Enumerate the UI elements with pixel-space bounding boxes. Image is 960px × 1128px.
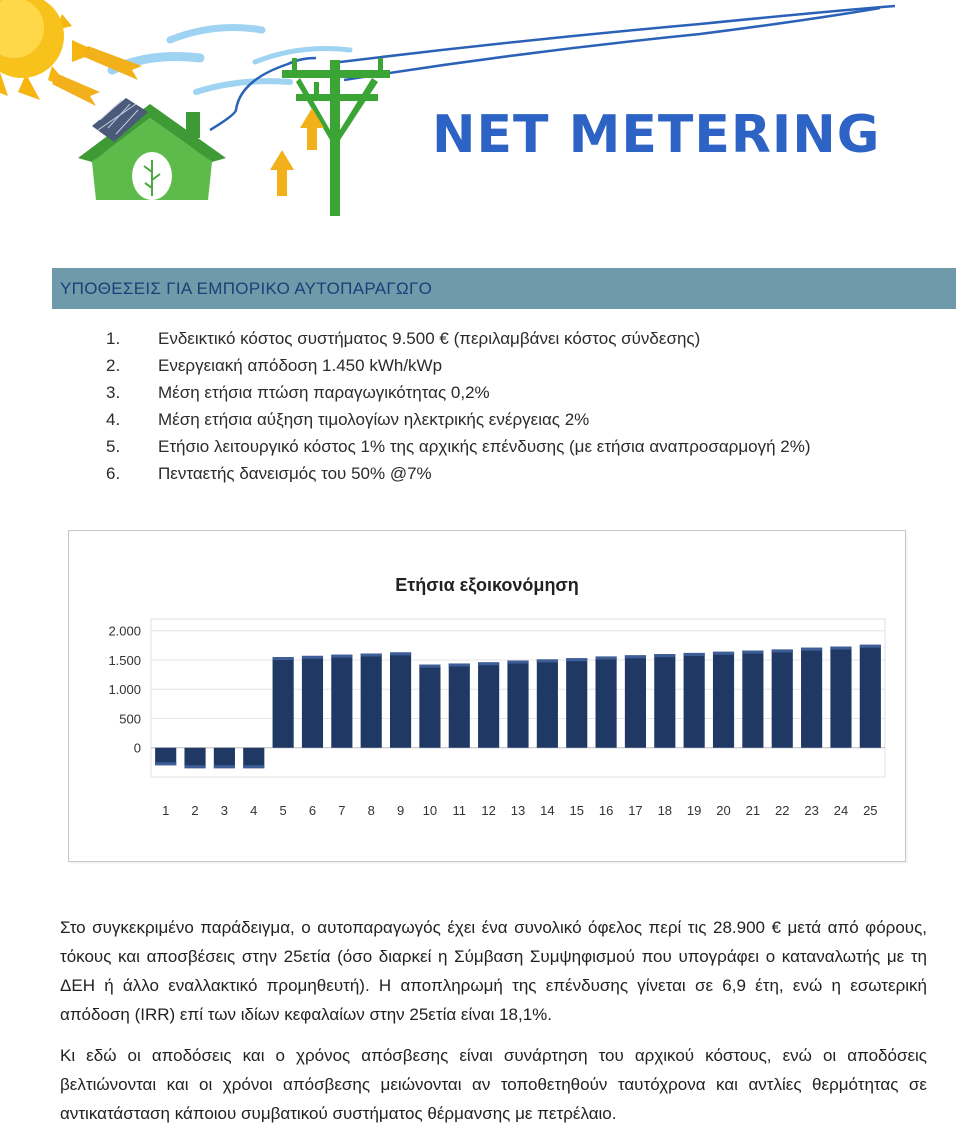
list-item: 5. Ετήσιο λειτουργικό κόστος 1% της αρχικής επένδυσης (με ετήσια αναπροσαρμογή 2%) bbox=[106, 437, 811, 456]
x-tick-label: 12 bbox=[481, 803, 496, 818]
x-tick-label: 4 bbox=[250, 803, 258, 818]
bar bbox=[537, 659, 558, 747]
x-tick-label: 16 bbox=[598, 803, 614, 818]
bar bbox=[625, 655, 646, 747]
bar-cap bbox=[742, 651, 763, 654]
bar-cap bbox=[507, 661, 528, 664]
bar-cap bbox=[184, 765, 205, 768]
y-tick-label: 0 bbox=[133, 740, 141, 756]
y-tick-label: 1.000 bbox=[108, 682, 141, 698]
x-tick-label: 22 bbox=[775, 803, 790, 818]
bar-cap bbox=[566, 658, 587, 661]
bar-cap bbox=[361, 654, 382, 657]
bar bbox=[566, 658, 587, 748]
bar-cap bbox=[419, 665, 440, 668]
bar bbox=[713, 652, 734, 748]
x-tick-label: 11 bbox=[452, 803, 467, 818]
section-header-bar bbox=[52, 268, 956, 309]
bar-cap bbox=[273, 657, 294, 660]
bar-cap bbox=[801, 648, 822, 651]
x-tick-label: 14 bbox=[540, 803, 555, 818]
bar bbox=[860, 645, 881, 748]
x-tick-label: 5 bbox=[279, 803, 287, 818]
list-item: 3. Μέση ετήσια πτώση παραγωγικότητας 0,2% bbox=[106, 383, 490, 402]
bar bbox=[184, 748, 205, 768]
bar bbox=[302, 656, 323, 748]
bar bbox=[596, 656, 617, 747]
bar bbox=[772, 649, 793, 747]
x-tick-label: 8 bbox=[367, 803, 375, 818]
bar bbox=[742, 651, 763, 748]
x-tick-label: 7 bbox=[338, 803, 346, 818]
x-tick-label: 15 bbox=[569, 803, 584, 818]
energy-up-arrows-icon bbox=[270, 108, 324, 196]
chart-canvas bbox=[69, 531, 905, 861]
bar-cap bbox=[155, 762, 176, 765]
bar-cap bbox=[772, 649, 793, 652]
list-item: 1. Ενδεικτικό κόστος συστήματος 9.500 € (περιλαμβάνει κόστος σύνδεσης) bbox=[106, 329, 701, 348]
bar-cap bbox=[390, 652, 411, 655]
y-tick-label: 2.000 bbox=[108, 623, 141, 639]
bar-cap bbox=[684, 653, 705, 656]
y-tick-label: 500 bbox=[119, 711, 141, 727]
bar-cap bbox=[214, 765, 235, 768]
bar bbox=[273, 657, 294, 748]
bar bbox=[214, 748, 235, 768]
x-tick-label: 24 bbox=[833, 803, 849, 818]
x-tick-label: 1 bbox=[162, 803, 170, 818]
bar-cap bbox=[243, 765, 264, 768]
bar-cap bbox=[654, 654, 675, 657]
bar-cap bbox=[596, 656, 617, 659]
list-item: 4. Μέση ετήσια αύξηση τιμολογίων ηλεκτρικής ενέργειας 2% bbox=[106, 410, 590, 429]
bar bbox=[830, 647, 851, 748]
bar-cap bbox=[860, 645, 881, 648]
bar bbox=[801, 648, 822, 748]
net-metering-banner bbox=[0, 0, 960, 230]
annual-savings-chart bbox=[68, 530, 906, 862]
bar-cap bbox=[537, 659, 558, 662]
bar-cap bbox=[830, 647, 851, 650]
bar-cap bbox=[449, 663, 470, 666]
bar bbox=[390, 652, 411, 747]
utility-pole-icon bbox=[282, 58, 390, 216]
x-tick-label: 21 bbox=[745, 803, 761, 818]
section-title: ΥΠΟΘΕΣΕΙΣ ΓΙΑ ΕΜΠΟΡΙΚΟ ΑΥΤΟΠΑΡΑΓΩΓΟ bbox=[60, 278, 433, 298]
x-tick-label: 18 bbox=[657, 803, 673, 818]
x-tick-label: 13 bbox=[510, 803, 526, 818]
list-item: 2. Ενεργειακή απόδοση 1.450 kWh/kWp bbox=[106, 356, 443, 375]
assumptions-list bbox=[106, 325, 810, 487]
bar bbox=[331, 655, 352, 748]
bar bbox=[449, 663, 470, 747]
bar bbox=[507, 661, 528, 748]
x-tick-label: 19 bbox=[686, 803, 702, 818]
bar bbox=[243, 748, 264, 768]
x-tick-label: 23 bbox=[804, 803, 819, 818]
bar-cap bbox=[331, 655, 352, 658]
bar-cap bbox=[478, 662, 499, 665]
x-tick-label: 6 bbox=[308, 803, 317, 818]
x-tick-label: 2 bbox=[191, 803, 199, 818]
x-tick-label: 3 bbox=[220, 803, 229, 818]
green-house-icon bbox=[78, 98, 226, 200]
summary-paragraph: Στο συγκεκριμένο παράδειγμα, ο αυτοπαραγωγός έχει ένα συνολικό όφελος περί τις 28.900 € μετά από φόρους, τόκους και αποσβέσεις στην 25ετία (όσο διαρκεί η Σύμβαση Συμψηφισμού που υπογράφει ο καταναλωτής με τη ΔΕΗ ή άλλο εναλλακτικό προμηθευτή). Η αποπληρωμή της επένδυσης γίνεται σε 6,9 έτη, ενώ η εσωτερική απόδοση (IRR) επί των ιδίων κεφαλαίων στην 25ετία είναι 18,1%. bbox=[60, 918, 927, 1024]
x-tick-label: 20 bbox=[716, 803, 731, 818]
chart-title: Ετήσια εξοικονόμηση bbox=[395, 575, 579, 595]
x-tick-label: 25 bbox=[863, 803, 878, 818]
x-tick-label: 9 bbox=[396, 803, 405, 818]
net-metering-logo-text: NET METERING bbox=[432, 105, 881, 165]
bar bbox=[478, 662, 499, 747]
sun-ray-arrows-icon bbox=[52, 46, 142, 106]
x-tick-label: 10 bbox=[422, 803, 438, 818]
bar bbox=[361, 654, 382, 748]
bar-cap bbox=[302, 656, 323, 659]
bar bbox=[684, 653, 705, 748]
x-tick-label: 17 bbox=[628, 803, 643, 818]
y-tick-label: 1.500 bbox=[108, 652, 141, 668]
bar bbox=[654, 654, 675, 748]
list-item: 6. Πενταετής δανεισμός του 50% @7% bbox=[106, 464, 432, 483]
bar-cap bbox=[625, 655, 646, 658]
notes-paragraph: Κι εδώ οι αποδόσεις και ο χρόνος απόσβεσης είναι συνάρτηση του αρχικού κόστους, ενώ οι αποδόσεις βελτιώνονται και οι χρόνοι απόσβεσης μειώνονται αν τοποθετηθούν ταυτόχρονα και αντλίες θερμότητας σε αντικατάσταση κάποιου συμβατικού συστήματος θέρμανσης με πετρέλαιο. bbox=[60, 1046, 927, 1123]
bar bbox=[419, 665, 440, 748]
bar-cap bbox=[713, 652, 734, 655]
